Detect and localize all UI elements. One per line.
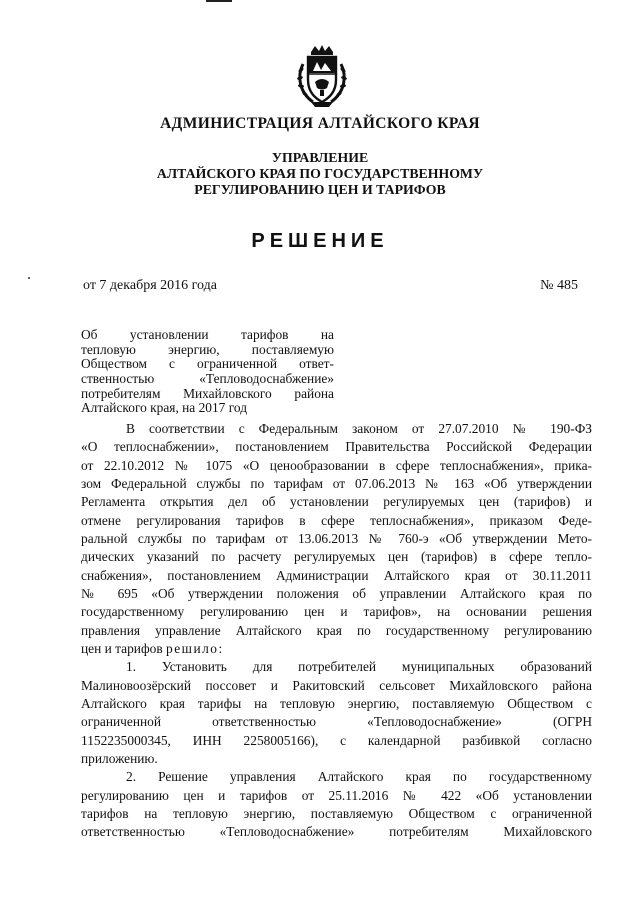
coat-of-arms-icon bbox=[293, 44, 351, 110]
body-line: 1152235000345, ИНН 2258005166), с календарной разбивкой согласно bbox=[81, 732, 592, 748]
body-line: правления управление Алтайского края по государственному регулированию bbox=[81, 622, 592, 638]
body-line: № 695 «Об утверждении положения об управлении Алтайского края по bbox=[81, 585, 592, 601]
body-line: ральной службы по тарифам от 13.06.2013 № 760-э «Об утверждении Мето- bbox=[81, 530, 592, 546]
body-line: «О теплоснабжении», постановлением Правительства Российской Федерации bbox=[81, 439, 592, 455]
subject-line: тепловую энергию, поставляемую bbox=[81, 342, 334, 357]
body-line: Регламента открытия дел об установлении регулируемых цен (тарифов) и bbox=[81, 494, 592, 510]
body-line: от 22.10.2012 № 1075 «О ценообразовании в сфере теплоснабжения», прика- bbox=[81, 457, 592, 473]
body-line-start: цен и тарифов bbox=[81, 640, 166, 656]
scan-speck bbox=[28, 277, 30, 279]
top-scan-mark bbox=[206, 0, 232, 2]
body-line: государственному регулированию цен и тарифов», на основании решения bbox=[81, 604, 592, 620]
body-line: Малиновоозёрский поссовет и Ракитовский сельсовет Михайловского района bbox=[81, 677, 592, 693]
body-line: тарифов на тепловую энергию, поставляемую Обществом с ограниченной bbox=[81, 805, 592, 821]
body-line: дических указаний по расчету регулируемых цен (тарифов) в сфере тепло- bbox=[81, 549, 592, 565]
decision-word: решило: bbox=[166, 640, 224, 656]
body-line: зом Федеральной службы по тарифам от 07.06.2013 № 163 «Об утверждении bbox=[81, 475, 592, 491]
department-line-2: АЛТАЙСКОГО КРАЯ ПО ГОСУДАРСТВЕННОМУ bbox=[156, 166, 484, 181]
document-date: от 7 декабря 2016 года bbox=[83, 278, 217, 293]
document-subject bbox=[81, 328, 334, 416]
document-type: РЕШЕНИЕ bbox=[251, 230, 389, 252]
body-line: 1. Установить для потребителей муниципальных образований bbox=[126, 659, 592, 675]
body-line: приложению. bbox=[81, 750, 158, 766]
body-line: снабжения», постановлением Администрации Алтайского края от 30.11.2011 bbox=[81, 567, 592, 583]
body-line: ограниченной ответственностью «Тепловодоснабжение» (ОГРН bbox=[81, 714, 592, 730]
body-line: регулированию цен и тарифов от 25.11.2016 № 422 «Об установлении bbox=[81, 787, 592, 803]
subject-line: Алтайского края, на 2017 год bbox=[81, 401, 248, 416]
body-line: ответственностью «Тепловодоснабжение» потребителям Михайловского bbox=[81, 824, 592, 840]
subject-line: ственностью «Тепловодоснабжение» bbox=[81, 372, 334, 387]
body-line: 2. Решение управления Алтайского края по государственному bbox=[126, 769, 592, 785]
department-line-3: РЕГУЛИРОВАНИЮ ЦЕН И ТАРИФОВ bbox=[194, 182, 446, 197]
document-body bbox=[81, 420, 592, 842]
subject-line: потребителям Михайловского района bbox=[81, 386, 334, 401]
body-line: В соответствии с Федеральным законом от 27.07.2010 № 190-ФЗ bbox=[126, 421, 592, 436]
subject-line: Об установлении тарифов на bbox=[81, 328, 334, 342]
subject-line: Обществом с ограниченной ответ- bbox=[81, 357, 334, 372]
organization-name: АДМИНИСТРАЦИЯ АЛТАЙСКОГО КРАЯ bbox=[160, 115, 480, 132]
department-line-1: УПРАВЛЕНИЕ bbox=[271, 150, 369, 165]
body-line bbox=[81, 640, 592, 658]
body-line: отмене регулирования тарифов в сфере теплоснабжения», приказом Феде- bbox=[81, 512, 592, 528]
document-number: № 485 bbox=[540, 278, 578, 293]
body-line: Алтайского края тарифы на тепловую энергию, поставляемую Обществом с bbox=[81, 695, 592, 711]
